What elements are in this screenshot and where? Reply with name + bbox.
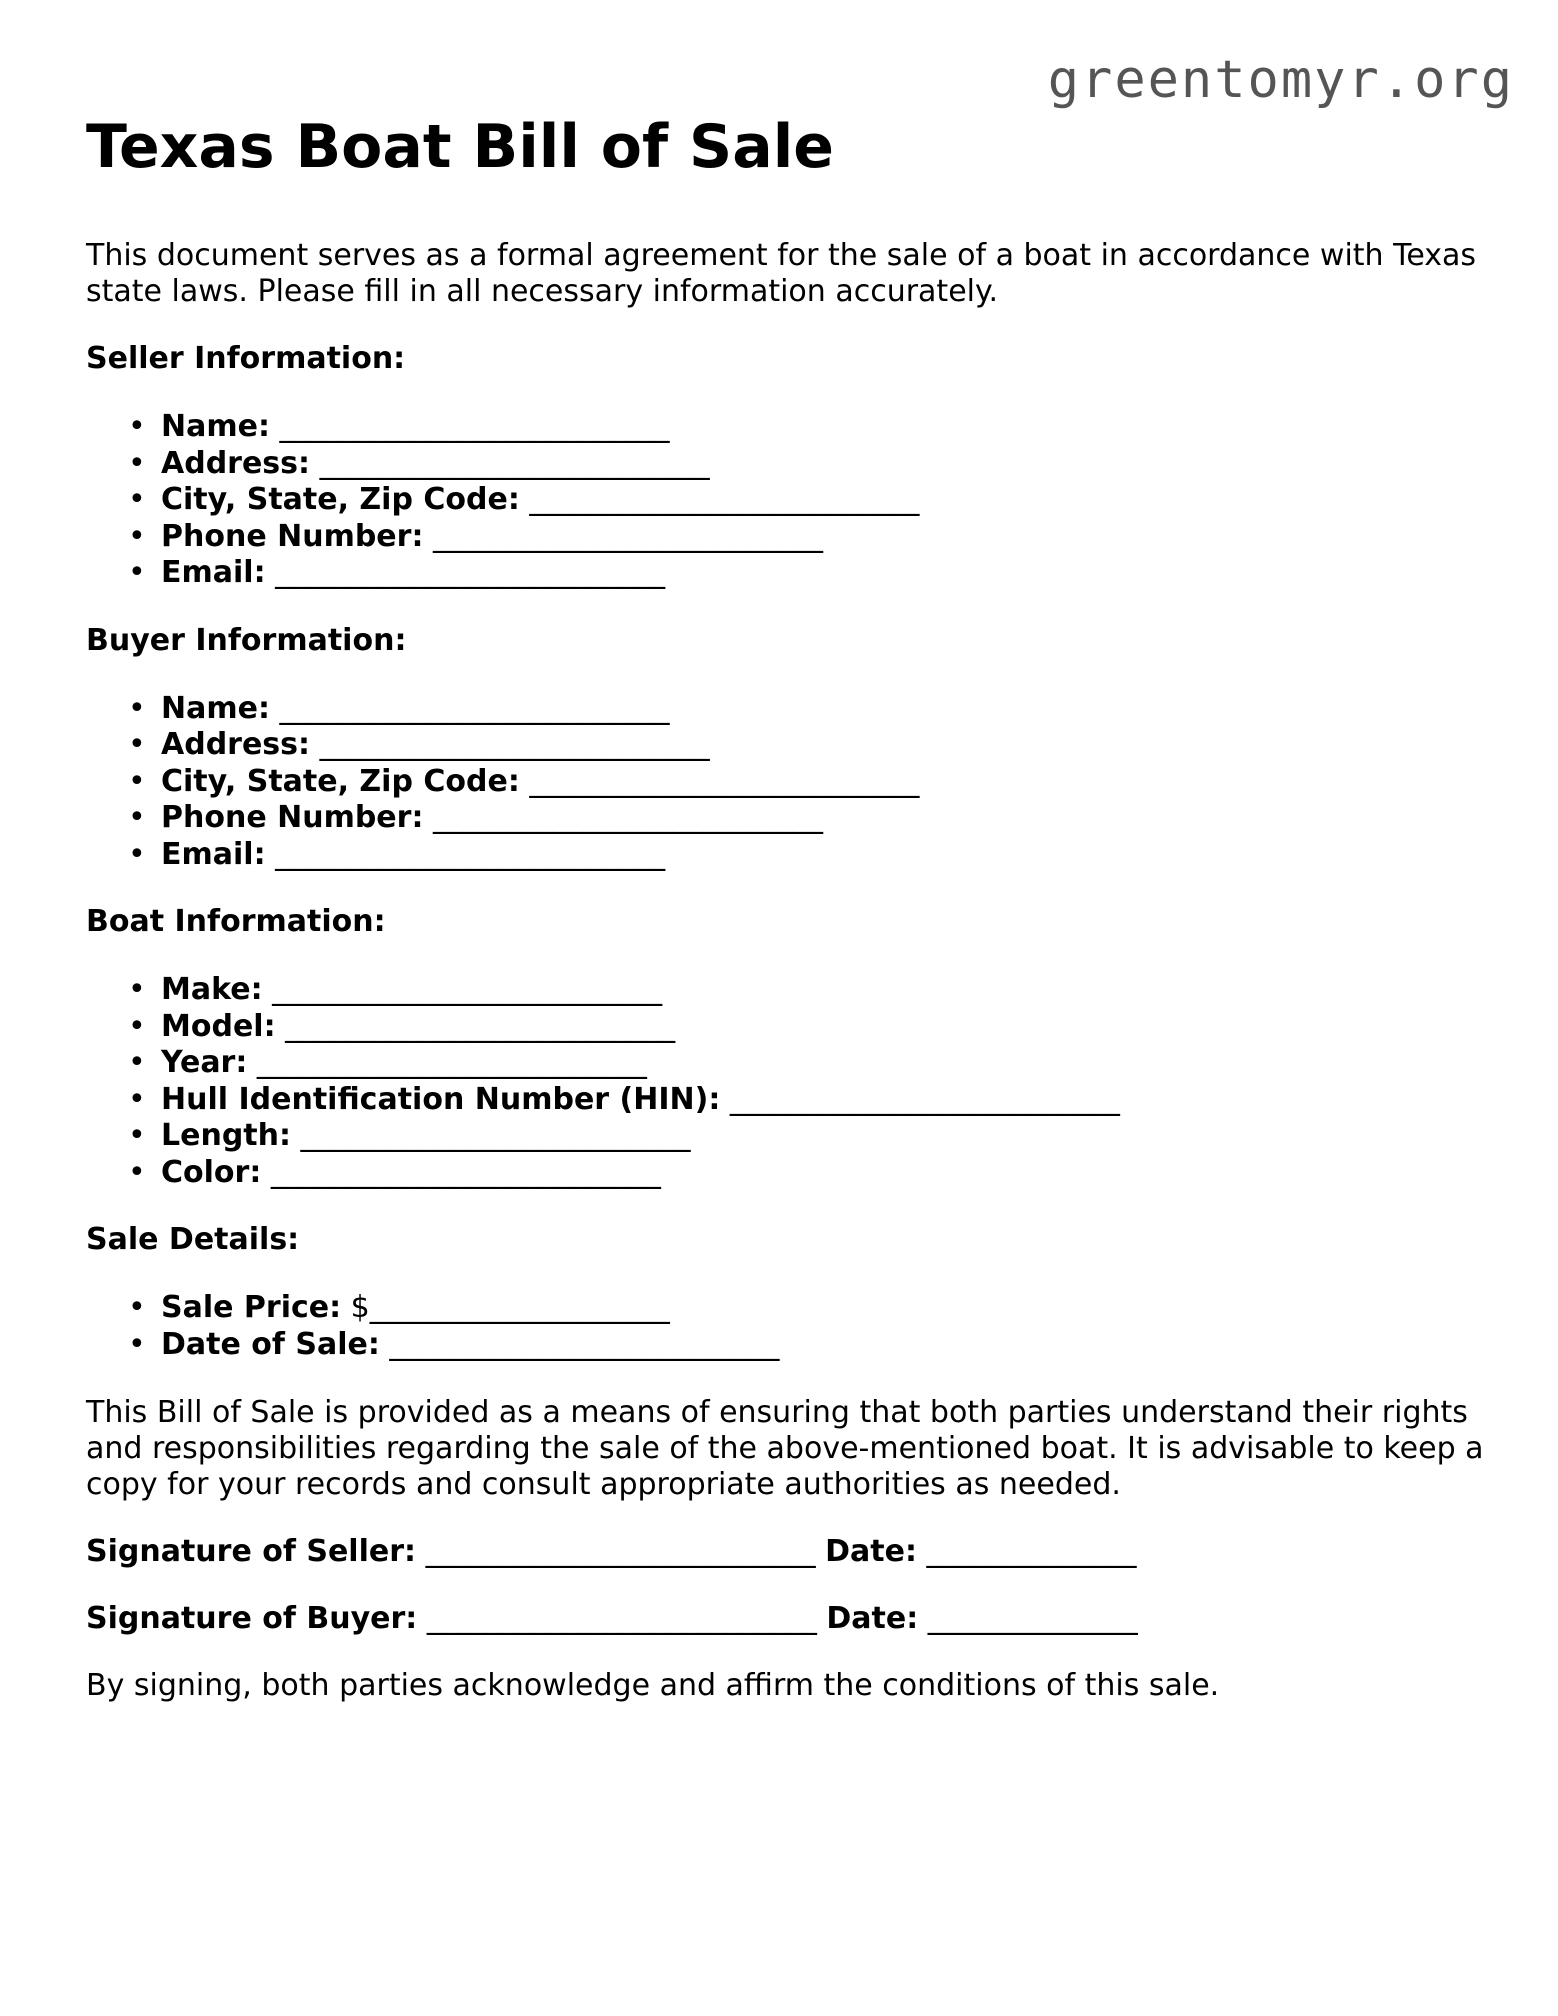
seller-email-field bbox=[86, 555, 1486, 592]
fill-blank[interactable]: __________________________ bbox=[433, 518, 823, 554]
signature-blank[interactable]: __________________________ bbox=[426, 1601, 817, 1636]
boat-color-field bbox=[86, 1155, 1486, 1192]
field-label: Email: bbox=[161, 836, 266, 872]
fill-blank[interactable]: __________________________ bbox=[729, 1081, 1120, 1117]
boat-year-field bbox=[86, 1045, 1486, 1082]
outro-paragraph: This Bill of Sale is provided as a means of ensuring that both parties understand their rights and responsibilities regarding the sale of the above-mentioned boat. It is advisable to keep a copy for your records and consult appropriate authorities as needed. bbox=[86, 1395, 1484, 1502]
document-page bbox=[86, 0, 1486, 1704]
fill-blank[interactable]: __________________________ bbox=[319, 727, 710, 762]
watermark-text: greentomyr.org bbox=[1047, 50, 1514, 110]
signature-label: Signature of Buyer: bbox=[86, 1601, 418, 1636]
seller-address-field bbox=[86, 446, 1486, 483]
boat-heading: Boat Information: bbox=[86, 904, 386, 939]
fill-blank[interactable]: __________________________ bbox=[529, 763, 920, 799]
buyer-address-field bbox=[86, 727, 1486, 764]
fill-blank[interactable]: __________________________ bbox=[279, 690, 670, 726]
fill-blank[interactable]: __________________________ bbox=[389, 1326, 780, 1362]
fill-blank[interactable]: __________________________ bbox=[275, 836, 666, 872]
date-label: Date: bbox=[826, 1601, 919, 1636]
field-label: Name: bbox=[161, 690, 270, 726]
field-label: Address: bbox=[161, 727, 311, 762]
field-label: Make: bbox=[161, 972, 263, 1007]
seller-phone-field bbox=[86, 519, 1486, 556]
signature-label: Signature of Seller: bbox=[86, 1534, 417, 1569]
seller-name-field bbox=[86, 409, 1486, 446]
fill-blank[interactable]: __________________________ bbox=[300, 1118, 691, 1153]
field-label: Date of Sale: bbox=[161, 1326, 380, 1362]
fill-blank[interactable]: __________________________ bbox=[256, 1045, 647, 1080]
field-label: City, State, Zip Code: bbox=[161, 482, 520, 517]
fill-blank[interactable]: __________________________ bbox=[275, 555, 666, 590]
fill-blank[interactable]: __________________________ bbox=[285, 1008, 676, 1044]
fill-blank[interactable]: __________________________ bbox=[279, 409, 670, 444]
seller-city-state-zip-field bbox=[86, 482, 1486, 519]
fill-blank[interactable]: __________________________ bbox=[319, 445, 710, 481]
page-title: Texas Boat Bill of Sale bbox=[86, 112, 834, 182]
field-label: Phone Number: bbox=[161, 800, 424, 835]
buyer-signature-line bbox=[86, 1601, 1486, 1637]
fill-blank[interactable]: __________________________ bbox=[433, 800, 823, 835]
buyer-name-field bbox=[86, 691, 1486, 728]
sale-field-list bbox=[86, 1290, 1486, 1363]
buyer-phone-field bbox=[86, 800, 1486, 837]
field-label: Email: bbox=[161, 555, 266, 590]
fill-blank[interactable]: $____________________ bbox=[350, 1290, 670, 1325]
fill-blank[interactable]: __________________________ bbox=[529, 482, 920, 517]
seller-signature-line bbox=[86, 1534, 1486, 1570]
seller-field-list bbox=[86, 409, 1486, 592]
sale-date-field bbox=[86, 1327, 1486, 1364]
field-label: Year: bbox=[161, 1045, 248, 1080]
sale-heading: Sale Details: bbox=[86, 1222, 300, 1257]
boat-field-list bbox=[86, 972, 1486, 1191]
buyer-city-state-zip-field bbox=[86, 764, 1486, 801]
closing-statement: By signing, both parties acknowledge and affirm the conditions of this sale. bbox=[86, 1668, 1220, 1703]
buyer-heading: Buyer Information: bbox=[86, 622, 407, 658]
field-label: Color: bbox=[161, 1154, 262, 1190]
field-label: Model: bbox=[161, 1008, 276, 1044]
field-label: Address: bbox=[161, 445, 311, 481]
field-label: Phone Number: bbox=[161, 518, 424, 554]
buyer-email-field bbox=[86, 837, 1486, 874]
boat-hin-field bbox=[86, 1082, 1486, 1119]
buyer-field-list bbox=[86, 691, 1486, 874]
field-label: Sale Price: bbox=[161, 1290, 342, 1325]
boat-make-field bbox=[86, 972, 1486, 1009]
date-blank[interactable]: ______________ bbox=[926, 1534, 1137, 1569]
seller-heading: Seller Information: bbox=[86, 341, 406, 376]
boat-length-field bbox=[86, 1118, 1486, 1155]
signature-blank[interactable]: __________________________ bbox=[425, 1534, 816, 1569]
fill-blank[interactable]: __________________________ bbox=[270, 1154, 661, 1190]
intro-paragraph: This document serves as a formal agreement for the sale of a boat in accordance with Texas state laws. Please fill in all necessary information accurately. bbox=[86, 238, 1477, 309]
date-label: Date: bbox=[825, 1534, 917, 1569]
field-label: Length: bbox=[161, 1118, 291, 1153]
boat-model-field bbox=[86, 1009, 1486, 1046]
fill-blank[interactable]: __________________________ bbox=[272, 972, 663, 1007]
field-label: Name: bbox=[161, 409, 270, 444]
sale-price-field bbox=[86, 1290, 1486, 1327]
date-blank[interactable]: ______________ bbox=[927, 1601, 1138, 1636]
field-label: City, State, Zip Code: bbox=[161, 763, 520, 799]
field-label: Hull Identification Number (HIN): bbox=[161, 1081, 721, 1117]
